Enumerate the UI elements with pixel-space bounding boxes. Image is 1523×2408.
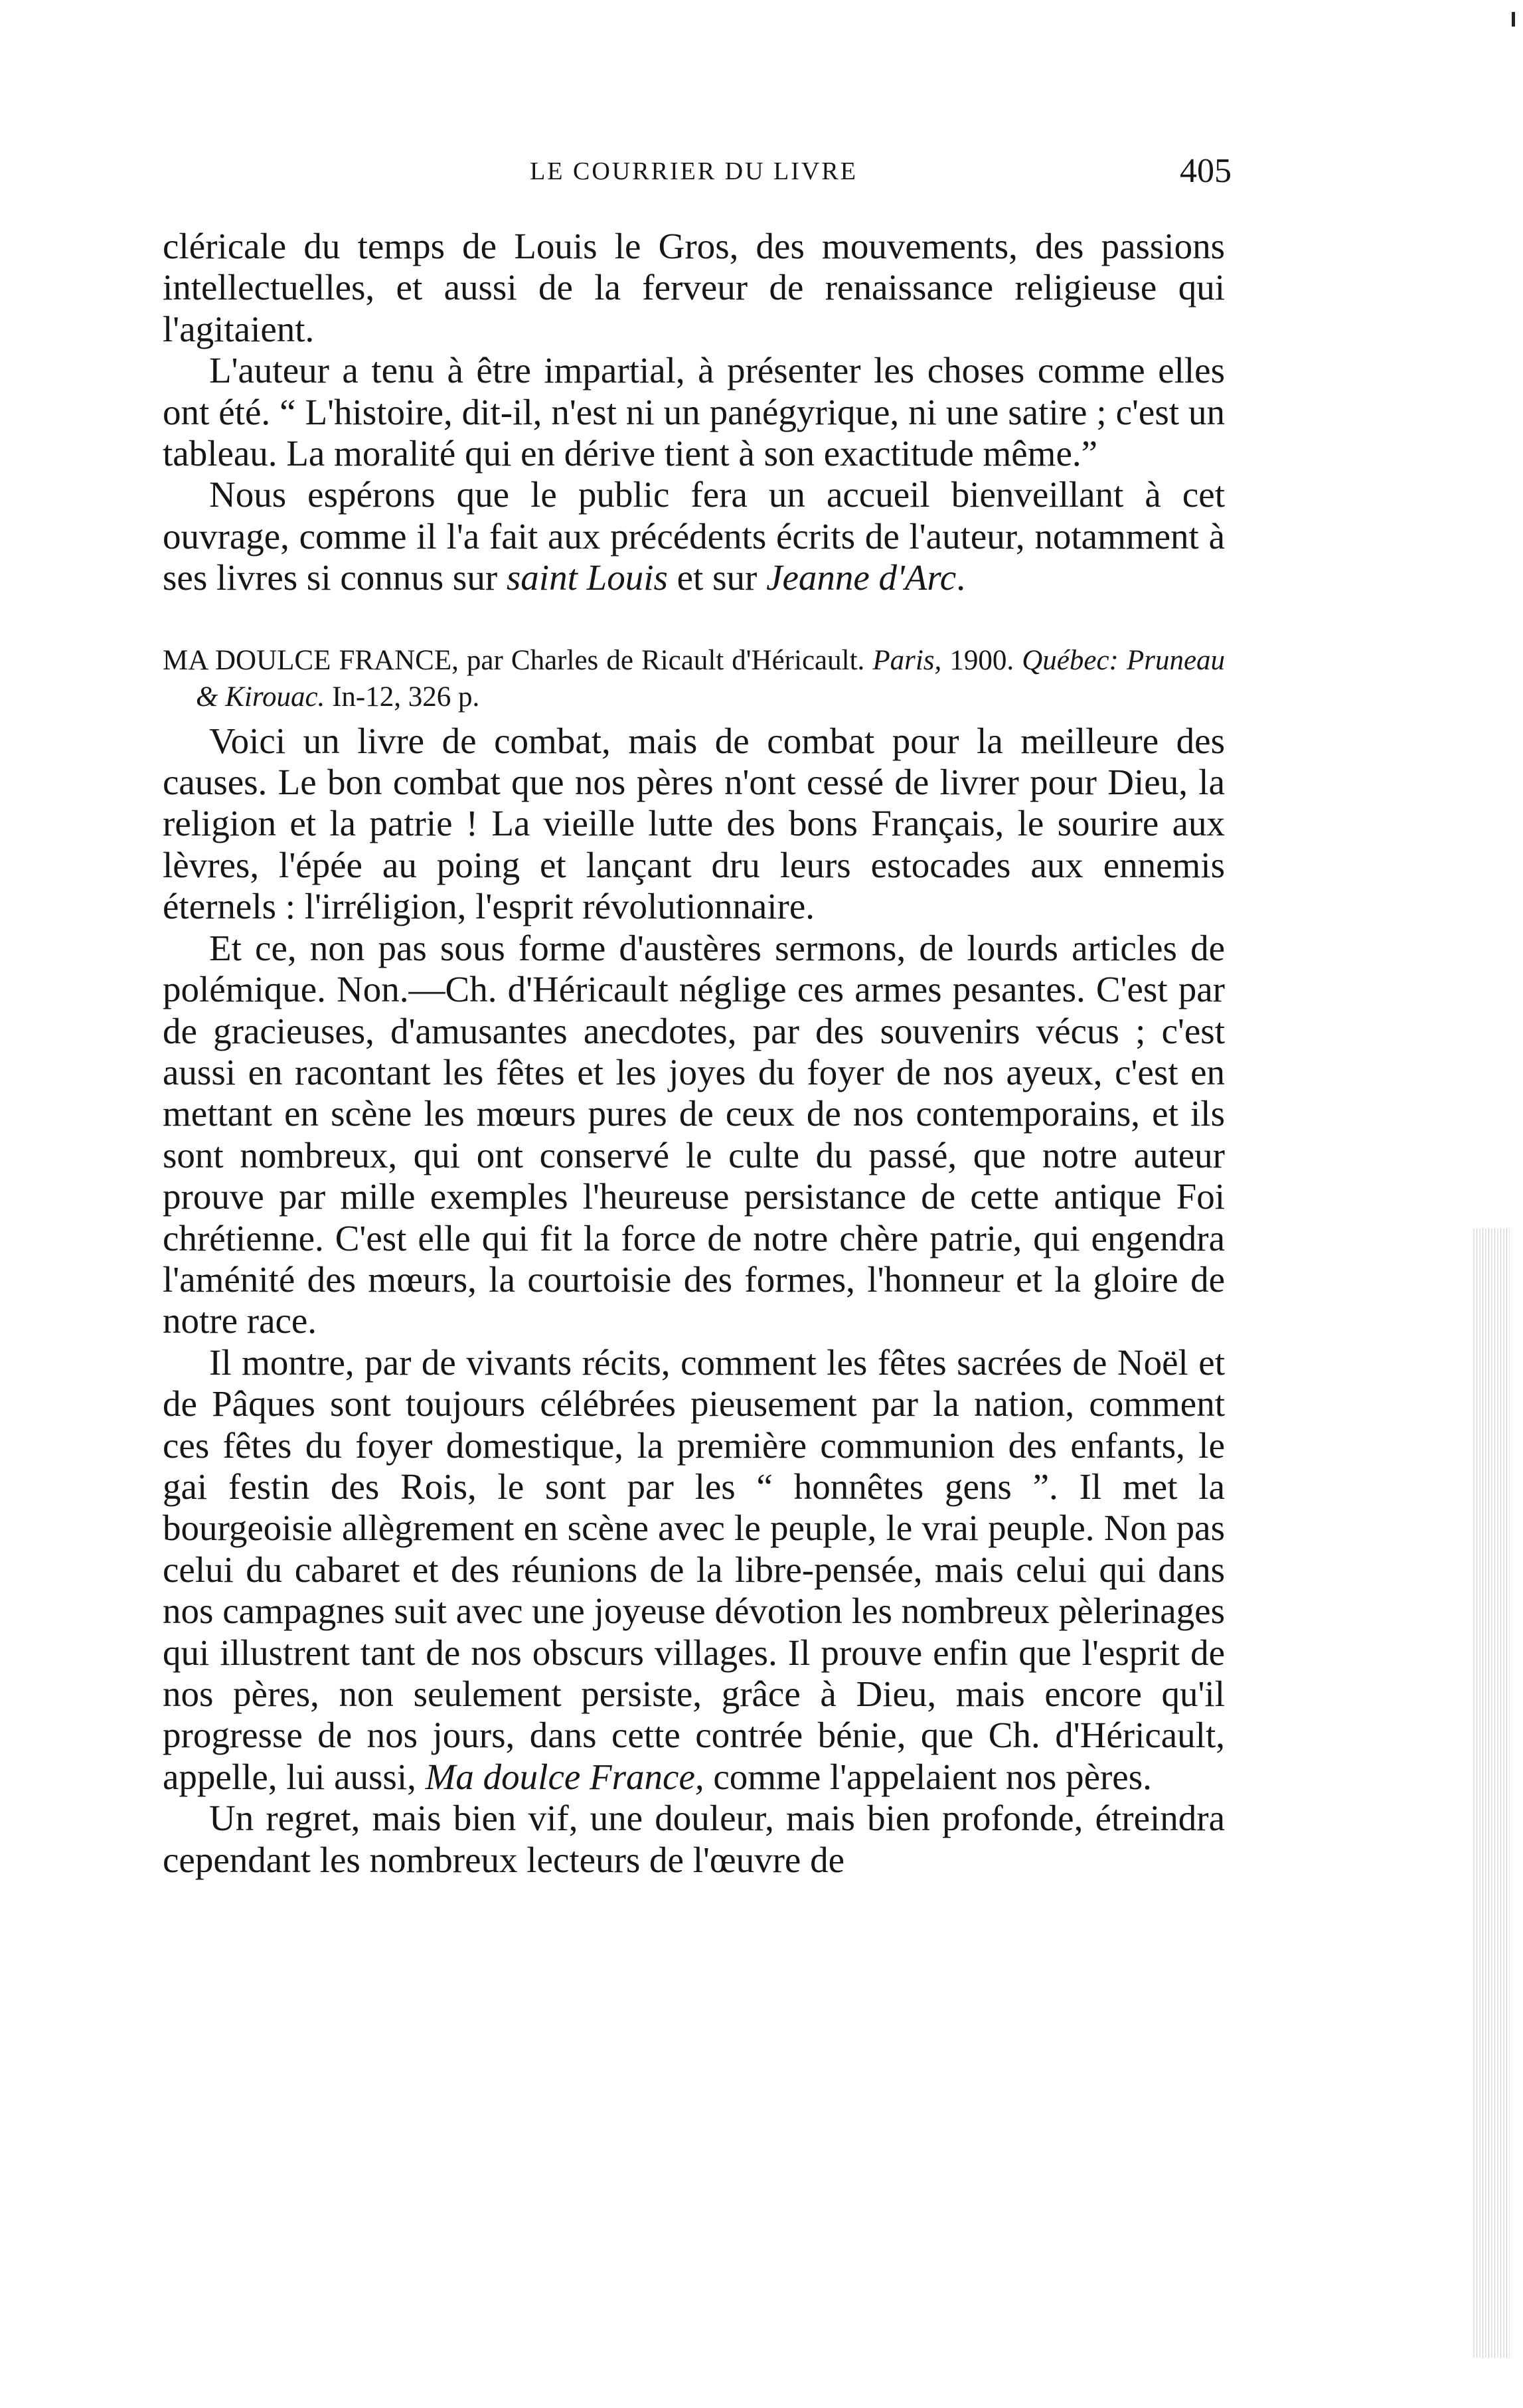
paragraph-text: Il montre, par de vivants récits, comment les fêtes sacrées de Noël et de Pâques sont toujours célébrées pieusement par la nation, comment ces fêtes du foyer domestique, la première communion des enfants, le gai festin des Rois, le sont par les “ honnêtes gens ”. Il met la bourgeoisie allègrement en scène avec le peuple, le vrai peuple. Non pas celui du cabaret et des réunions de la libre-pensée, mais celui qui dans nos campagnes suit avec une joyeuse dévotion les nombreux pèlerinages qui illustrent tant de nos obscurs villages. Il prouve enfin que l'esprit de nos pères, non seulement persiste, grâce à Dieu, mais encore qu'il progresse de nos jours, dans cette contrée bénie, que Ch. d'Héricault, appelle, lui aussi, [163,1341,1225,1797]
paragraph: L'auteur a tenu à être impartial, à présenter les choses comme elles ont été. “ L'histoire, dit-il, n'est ni un panégyrique, ni une satire ; c'est un tableau. La moralité qui en dérive tient à son exactitude même.” [163,350,1225,474]
paragraph-text: comme l'appelaient nos pères. [704,1756,1152,1797]
citation-publisher: Québec: Pruneau & Kirouac. [196,644,1226,713]
running-header [163,151,1232,198]
paragraph: Et ce, non pas sous forme d'austères sermons, de lourds articles de polémique. Non.—Ch. d'Héricault néglige ces armes pesantes. C'est par de gracieuses, d'amusantes anecdotes, par des souvenirs vécus ; c'est aussi en racontant les fêtes et les joyes du foyer de nos ayeux, c'est en mettant en scène les mœurs pures de ceux de nos contemporains, et ils sont nombreux, qui ont conservé le culte du passé, que notre auteur prouve par mille exemples l'heureuse persistance de cette antique Foi chrétienne. C'est elle qui fit la force de notre chère patrie, qui engendra l'aménité des mœurs, la courtoisie des formes, l'honneur et la gloire de notre race. [163,927,1225,1341]
paragraph-text: et sur [667,557,767,598]
scan-mark [1512,12,1515,27]
italic-title: Ma doulce France, [425,1756,704,1797]
page-number: 405 [1180,152,1232,190]
paragraph: Un regret, mais bien vif, une douleur, mais bien profonde, étreindra cependant les nombreux lecteurs de l'œuvre de [163,1798,1225,1880]
paragraph [163,1342,1225,1798]
citation-format: In-12, 326 p. [332,681,480,713]
citation-title: MA DOULCE FRANCE, par Charles de Ricault d'Héricault. [163,644,865,676]
italic-title: Jeanne d'Arc [766,557,957,598]
paragraph-continued: cléricale du temps de Louis le Gros, des mouvements, des passions intellectuelles, et aussi de la ferveur de renaissance religieuse qui l'agitaient. [163,226,1225,349]
paragraph: Voici un livre de combat, mais de combat pour la meilleure des causes. Le bon combat que nos pères n'ont cessé de livrer pour Dieu, la religion et la patrie ! La vieille lutte des bons Français, le sourire aux lèvres, l'épée au poing et lançant dru leurs estocades aux ennemis éternels : l'irréligion, l'esprit révolutionnaire. [163,720,1225,927]
running-title: LE COURRIER DU LIVRE [530,157,858,185]
citation-year: 1900. [949,644,1014,676]
scan-edge-artifact [1473,1229,1510,2358]
citation-place: Paris, [872,644,942,676]
page-text [163,226,1225,1881]
paragraph-text: . [956,557,965,598]
section-gap [163,599,1225,642]
paragraph-text: Nous espérons que le public fera un accueil bienveillant à cet ouvrage, comme il l'a fait aux précédents écrits de l'auteur, notamment à ses livres si connus sur [163,474,1225,598]
paragraph [163,474,1225,598]
book-citation [163,642,1225,715]
italic-title: saint Louis [506,557,668,598]
